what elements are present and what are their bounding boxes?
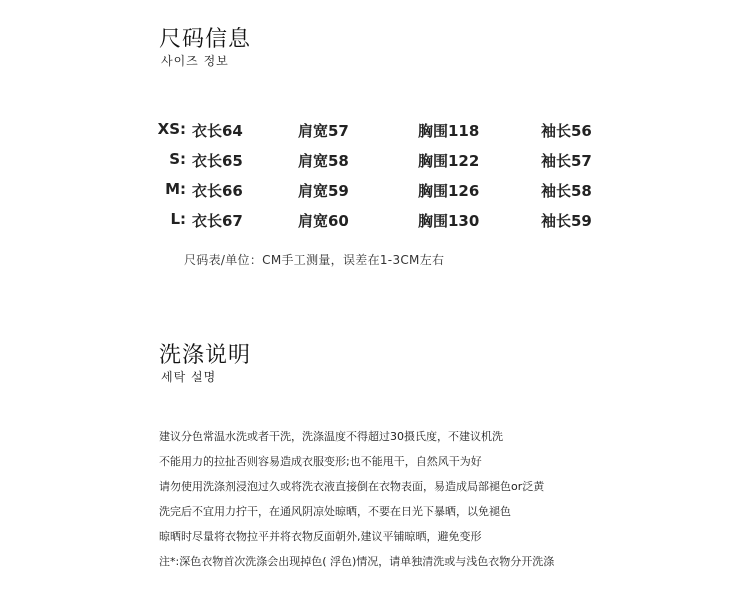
size-label: XS: <box>157 120 186 138</box>
wash-instruction-line: 不能用力的拉扯否则容易造成衣服变形;也不能甩干，自然风干为好 <box>159 455 482 468</box>
wash-instructions-subtitle: 세탁 설명 <box>161 370 217 384</box>
size-row-l <box>150 208 610 238</box>
wash-instruction-line: 晾晒时尽量将衣物拉平并将衣物反面朝外,建议平铺晾晒，避免变形 <box>159 530 482 543</box>
size-info-subtitle: 사이즈 정보 <box>161 54 229 68</box>
body-length: 衣长65 <box>192 152 243 170</box>
chest-size: 胸围122 <box>418 152 480 170</box>
chest-size: 胸围126 <box>418 182 480 200</box>
body-length: 衣长66 <box>192 182 243 200</box>
shoulder-width: 肩宽57 <box>298 122 349 140</box>
size-label: L: <box>170 210 186 228</box>
shoulder-width: 肩宽60 <box>298 212 349 230</box>
sleeve-length: 袖长59 <box>541 212 592 230</box>
size-label: M: <box>165 180 186 198</box>
size-info-title: 尺码信息 <box>159 27 252 52</box>
size-row-xs <box>150 118 610 148</box>
shoulder-width: 肩宽59 <box>298 182 349 200</box>
wash-instruction-line: 建议分色常温水洗或者干洗，洗涤温度不得超过30摄氏度，不建议机洗 <box>159 430 503 443</box>
sleeve-length: 袖长58 <box>541 182 592 200</box>
wash-instruction-line: 注*:深色衣物首次洗涤会出现掉色( 浮色)情况，请单独清洗或与浅色衣物分开洗涤 <box>159 555 555 568</box>
wash-instructions-title: 洗涤说明 <box>159 343 252 368</box>
shoulder-width: 肩宽58 <box>298 152 349 170</box>
sleeve-length: 袖长57 <box>541 152 592 170</box>
size-table <box>150 118 610 238</box>
body-length: 衣长64 <box>192 122 243 140</box>
size-label: S: <box>169 150 186 168</box>
wash-instructions-list <box>159 428 554 578</box>
chest-size: 胸围118 <box>418 122 480 140</box>
size-row-m <box>150 178 610 208</box>
body-length: 衣长67 <box>192 212 243 230</box>
wash-instruction-line: 请勿使用洗涤剂浸泡过久或将洗衣液直接倒在衣物表面，易造成局部褪色or泛黄 <box>159 480 545 493</box>
wash-instruction-line: 洗完后不宜用力拧干，在通风阴凉处晾晒，不要在日光下暴晒，以免褪色 <box>159 505 511 518</box>
size-row-s <box>150 148 610 178</box>
sleeve-length: 袖长56 <box>541 122 592 140</box>
size-table-note: 尺码表/单位：CM手工测量，误差在1-3CM左右 <box>184 253 445 267</box>
chest-size: 胸围130 <box>418 212 480 230</box>
